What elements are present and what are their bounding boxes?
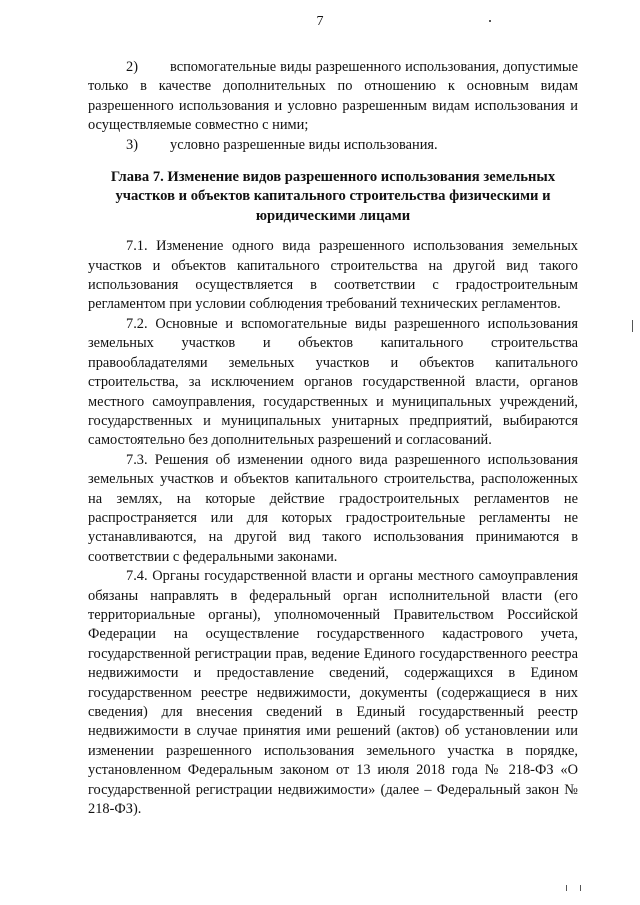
paragraph-7-1: 7.1. Изменение одного вида разрешенного использования земельных участков и объектов капитального строительства на другой вид такого использования осуществляется в соответствии с градостроительным регламентом при условии соблюдения требований технических регламентов. [88, 238, 578, 313]
scan-speck [580, 885, 581, 891]
document-body [88, 58, 578, 819]
scan-speck [632, 320, 633, 332]
list-item-number: 2) [126, 59, 138, 75]
list-item-text: условно разрешенные виды использования. [170, 136, 438, 153]
list-item-3 [88, 136, 578, 155]
list-item-number: 3) [126, 136, 138, 153]
chapter-title: Глава 7. Изменение видов разрешенного использования земельных участков и объектов капитального строительства физическими и юридическими лицами [110, 169, 556, 224]
list-item-text: вспомогательные виды разрешенного использования, допустимые только в качестве дополнительных по отношению к основным видам разрешенного использования и условно разрешенным видам использования и осуществляемые совместно с ними; [88, 59, 578, 134]
scan-speck [489, 20, 491, 22]
paragraph-7-2: 7.2. Основные и вспомогательные виды разрешенного использования земельных участков и объектов капитального строительства правообладателями земельных участков и объектов капитального строительства, за исключением органов государственной власти, органов местного самоуправления, государственных и муниципальных учреждений, государственных и муниципальных унитарных предприятий, выбираются самостоятельно без дополнительных разрешений и согласований. [88, 315, 578, 449]
paragraph-7-3: 7.3. Решения об изменении одного вида разрешенного использования земельных участков и объектов капитального строительства, расположенных на землях, на которые действие градостроительных регламентов не распространяется или для которых градостроительные регламенты не устанавливаются, на другой вид такого использования принимаются в соответствии с федеральными законами. [88, 451, 578, 565]
scan-speck [566, 885, 567, 891]
page-number: 7 [316, 14, 324, 29]
list-item-2 [88, 58, 578, 136]
paragraph-7-4: 7.4. Органы государственной власти и органы местного самоуправления обязаны направлять в федеральный орган исполнительной власти (его территориальные органы), уполномоченный Правительством Российской Федерации на осуществление государственного кадастрового учета, государственной регистрации прав, ведение Единого государственного реестра недвижимости и предоставление сведений, содержащихся в Едином государственном реестре недвижимости, документы (содержащиеся в них сведения) для внесения сведений в Единый государственный реестр недвижимости в случае принятия ими решений (актов) об установлении или изменении разрешенного использования земельного участка в порядке, установленном Федеральным законом от 13 июля 2018 года № 218-ФЗ «О государственной регистрации недвижимости» (далее – Федеральный закон № 218-ФЗ). [88, 568, 578, 818]
